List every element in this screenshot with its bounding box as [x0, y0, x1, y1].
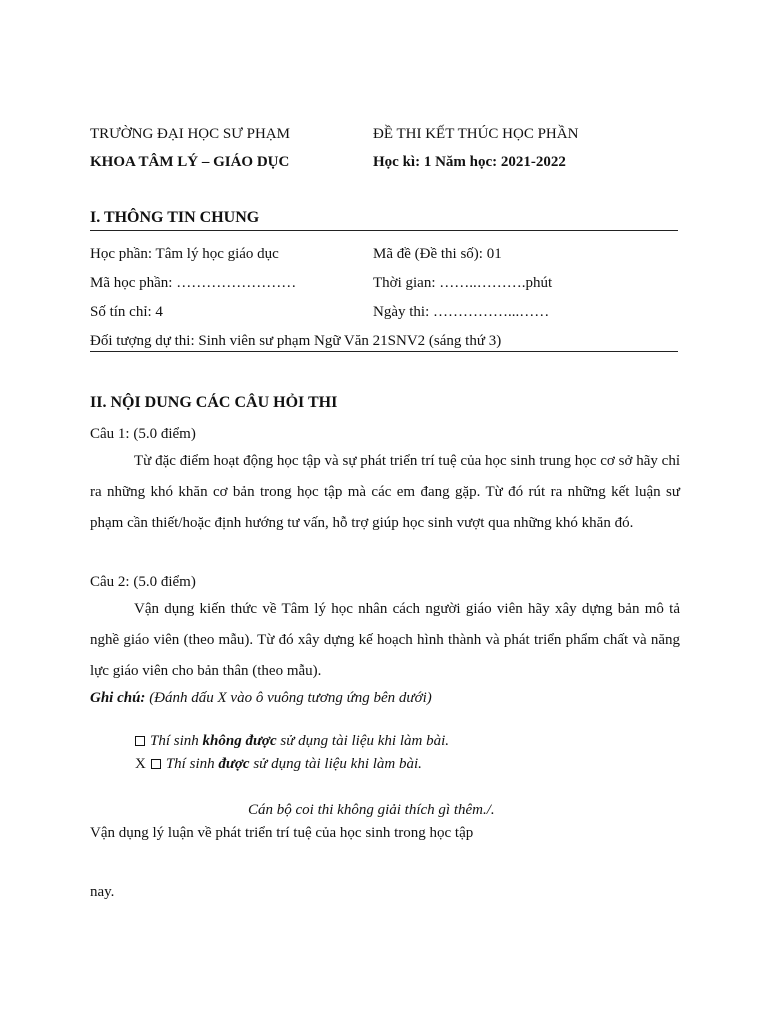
- selected-mark: X: [135, 756, 146, 772]
- question2-text: [90, 594, 680, 687]
- divider-bottom: [90, 351, 678, 352]
- note-line: [90, 689, 432, 707]
- option2-text-post: sử dụng tài liệu khi làm bài.: [249, 756, 422, 772]
- university-name: TRƯỜNG ĐẠI HỌC SƯ PHẠM: [90, 126, 290, 142]
- exam-duration: Thời gian: ……..……….phút: [373, 275, 553, 291]
- option2-text-bold: được: [218, 756, 250, 772]
- extra-line-1: Vận dụng lý luận về phát triển trí tuệ của học sinh trong học tập: [90, 825, 474, 841]
- divider-top: [90, 230, 678, 231]
- section1-title: I. THÔNG TIN CHUNG: [90, 209, 260, 226]
- checkbox-empty[interactable]: [135, 736, 145, 746]
- exam-date: Ngày thi: ……………...……: [373, 304, 550, 320]
- closing-note: Cán bộ coi thi không giải thích gì thêm./.: [248, 802, 495, 818]
- option-materials-allowed: [135, 755, 422, 773]
- question2-body: Vận dụng kiến thức về Tâm lý học nhân cách người giáo viên hãy xây dựng bản mô tả nghề giáo viên (theo mẫu). Từ đó xây dựng kế hoạch hình thành và phát triển phẩm chất và năng lực giáo viên cho bản thân (theo mẫu).: [90, 601, 680, 679]
- section2-title: II. NỘI DUNG CÁC CÂU HỎI THI: [90, 394, 338, 411]
- option2-text-pre: Thí sinh: [165, 756, 219, 772]
- option1-text-bold: không được: [202, 733, 277, 749]
- exam-title: ĐỀ THI KẾT THÚC HỌC PHẦN: [373, 126, 579, 142]
- question1-text: [90, 446, 680, 539]
- question1-body: Từ đặc điểm hoạt động học tập và sự phát triển trí tuệ của học sinh trung học cơ sở hãy chỉ ra những khó khăn cơ bản trong học tập mà các em đang gặp. Từ đó rút ra những kết luận sư phạm cần thiết/hoặc định hướng tư vấn, hỗ trợ giúp học sinh vượt qua những khó khăn đó.: [90, 453, 680, 531]
- extra-line-2: nay.: [90, 884, 115, 900]
- faculty-name: KHOA TÂM LÝ – GIÁO DỤC: [90, 154, 290, 170]
- course-code: Mã học phần: ……………………: [90, 275, 297, 291]
- option-no-materials: [135, 732, 449, 750]
- option1-text-pre: Thí sinh: [150, 733, 203, 749]
- option1-text-post: sử dụng tài liệu khi làm bài.: [276, 733, 449, 749]
- course-name: Học phần: Tâm lý học giáo dục: [90, 246, 279, 262]
- checkbox-marked[interactable]: [151, 759, 161, 769]
- exam-code: Mã đề (Đề thi số): 01: [373, 246, 502, 262]
- question1-label: Câu 1: (5.0 điểm): [90, 426, 196, 442]
- credit-count: Số tín chỉ: 4: [90, 304, 163, 320]
- semester-info: Học kì: 1 Năm học: 2021-2022: [373, 154, 566, 170]
- exam-audience: Đối tượng dự thi: Sinh viên sư phạm Ngữ Văn 21SNV2 (sáng thứ 3): [90, 333, 502, 349]
- note-label: Ghi chú:: [90, 690, 146, 706]
- question2-label: Câu 2: (5.0 điểm): [90, 574, 196, 590]
- note-instruction: (Đánh dấu X vào ô vuông tương ứng bên dưới): [145, 690, 432, 706]
